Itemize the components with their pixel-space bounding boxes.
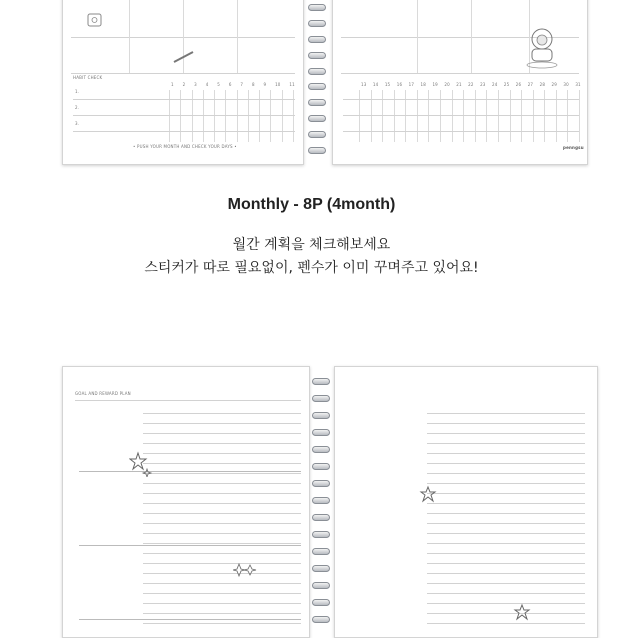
ruled-line xyxy=(427,473,585,474)
day-number: 1 xyxy=(171,82,174,87)
spiral-ring xyxy=(308,36,326,43)
ruled-line xyxy=(143,513,301,514)
ruled-line xyxy=(143,423,301,424)
ruled-line xyxy=(143,623,301,624)
star-sticker-icon xyxy=(129,451,153,477)
ruled-line xyxy=(427,523,585,524)
spiral-binding-top xyxy=(308,4,326,154)
day-number: 14 xyxy=(372,82,379,87)
day-number: 19 xyxy=(432,82,438,87)
star-sticker-icon xyxy=(419,485,437,503)
day-number: 30 xyxy=(563,82,569,87)
habit-row-2: 2. xyxy=(75,105,80,110)
monthly-notebook-spread xyxy=(0,0,623,170)
day-number: 21 xyxy=(456,82,462,87)
day-number: 6 xyxy=(228,82,232,87)
description-line-1: 월간 계획을 체크해보세요 xyxy=(232,237,391,253)
day-number: 24 xyxy=(491,82,498,87)
day-number: 31 xyxy=(575,82,581,87)
day-number: 15 xyxy=(384,82,391,87)
plan-notebook-spread xyxy=(0,360,623,623)
ruled-line xyxy=(143,553,301,554)
spiral-ring xyxy=(312,531,330,538)
spiral-ring xyxy=(312,497,330,504)
spiral-ring xyxy=(308,4,326,11)
ruled-line xyxy=(427,493,585,494)
day-number: 18 xyxy=(420,82,427,87)
spiral-binding-bottom xyxy=(312,378,330,623)
ruled-line xyxy=(143,433,301,434)
monthly-right-page xyxy=(332,0,588,165)
spiral-ring xyxy=(312,582,330,589)
day-number: 9 xyxy=(263,82,267,87)
ruled-line xyxy=(143,583,301,584)
ruled-line xyxy=(427,583,585,584)
spiral-ring xyxy=(308,99,326,106)
spiral-ring xyxy=(312,429,330,436)
section-divider xyxy=(79,471,301,472)
ruled-line xyxy=(427,533,585,534)
spiral-ring xyxy=(308,115,326,122)
ruled-line xyxy=(427,423,585,424)
ruled-line xyxy=(143,573,301,574)
ruled-line xyxy=(143,413,301,414)
spiral-ring xyxy=(312,378,330,385)
day-number: 27 xyxy=(527,82,534,87)
spiral-ring xyxy=(308,147,326,154)
ruled-line xyxy=(143,523,301,524)
ruled-line xyxy=(427,593,585,594)
ruled-line xyxy=(427,463,585,464)
spiral-ring xyxy=(312,463,330,470)
ruled-line xyxy=(427,553,585,554)
ruled-line xyxy=(427,623,585,624)
pencil-sticker-icon xyxy=(171,49,197,65)
ruled-line xyxy=(427,563,585,564)
spiral-ring xyxy=(308,20,326,27)
spiral-ring xyxy=(312,565,330,572)
description-line-2: 스티커가 따로 필요없이, 펜수가 이미 꾸며주고 있어요! xyxy=(144,260,479,276)
day-number: 26 xyxy=(515,82,522,87)
section-divider xyxy=(79,545,301,546)
monthly-left-page xyxy=(62,0,304,165)
ruled-line xyxy=(427,443,585,444)
day-number: 10 xyxy=(275,82,281,87)
ruled-line xyxy=(143,443,301,444)
spiral-ring xyxy=(312,514,330,521)
day-number: 25 xyxy=(503,82,510,87)
day-number: 8 xyxy=(251,82,255,87)
day-number: 2 xyxy=(182,82,186,87)
ruled-line xyxy=(143,613,301,614)
day-number: 13 xyxy=(361,82,367,87)
habit-row-3: 3. xyxy=(75,121,80,126)
penguin-astronaut-sticker-icon xyxy=(523,25,561,69)
day-number: 16 xyxy=(396,82,403,87)
day-number: 23 xyxy=(480,82,486,87)
star-sticker-icon xyxy=(513,603,531,621)
ruled-line xyxy=(143,543,301,544)
plan-left-page xyxy=(62,366,310,638)
ruled-line xyxy=(427,433,585,434)
spiral-ring xyxy=(308,68,326,75)
ruled-line xyxy=(427,513,585,514)
ruled-line xyxy=(143,563,301,564)
ruled-line xyxy=(427,503,585,504)
brand-mark: penngsu xyxy=(563,145,584,150)
plan-right-page xyxy=(334,366,598,638)
section-divider xyxy=(79,619,301,620)
ruled-line xyxy=(143,483,301,484)
spiral-ring xyxy=(312,616,330,623)
day-number: 3 xyxy=(194,82,197,87)
ruled-line xyxy=(427,483,585,484)
spiral-ring xyxy=(312,446,330,453)
day-number: 7 xyxy=(240,82,244,87)
ruled-line xyxy=(427,573,585,574)
spiral-ring xyxy=(312,599,330,606)
ruled-line xyxy=(143,503,301,504)
spiral-ring xyxy=(308,83,326,90)
sparkle-sticker-icon xyxy=(233,563,257,577)
spiral-ring xyxy=(308,52,326,59)
ruled-line xyxy=(143,493,301,494)
spiral-ring xyxy=(312,412,330,419)
habit-check-label: HABIT CHECK xyxy=(73,75,103,80)
calendar-sticker-icon xyxy=(85,11,105,29)
day-number: 17 xyxy=(408,82,415,87)
footer-note: • PUSH YOUR MONTH AND CHECK YOUR DAYS • xyxy=(133,144,237,149)
spiral-ring xyxy=(312,548,330,555)
spiral-ring xyxy=(308,131,326,138)
ruled-line xyxy=(143,463,301,464)
day-number: 5 xyxy=(217,82,220,87)
ruled-line xyxy=(427,603,585,604)
ruled-line xyxy=(143,603,301,604)
day-number: 11 xyxy=(289,82,295,87)
day-number: 29 xyxy=(551,82,557,87)
ruled-line xyxy=(143,453,301,454)
day-number: 4 xyxy=(205,82,209,87)
section-title: Monthly - 8P (4month) xyxy=(227,196,396,213)
ruled-line xyxy=(427,413,585,414)
spiral-ring xyxy=(312,395,330,402)
plan-header-label: GOAL AND REWARD PLAN xyxy=(75,391,131,396)
spiral-ring xyxy=(312,480,330,487)
day-number: 28 xyxy=(539,82,546,87)
ruled-line xyxy=(143,533,301,534)
ruled-line xyxy=(143,593,301,594)
ruled-line xyxy=(427,543,585,544)
day-number: 22 xyxy=(468,82,474,87)
ruled-line xyxy=(427,613,585,614)
habit-row-1: 1. xyxy=(75,89,80,94)
day-number: 20 xyxy=(444,82,450,87)
ruled-line xyxy=(143,473,301,474)
ruled-line xyxy=(427,453,585,454)
